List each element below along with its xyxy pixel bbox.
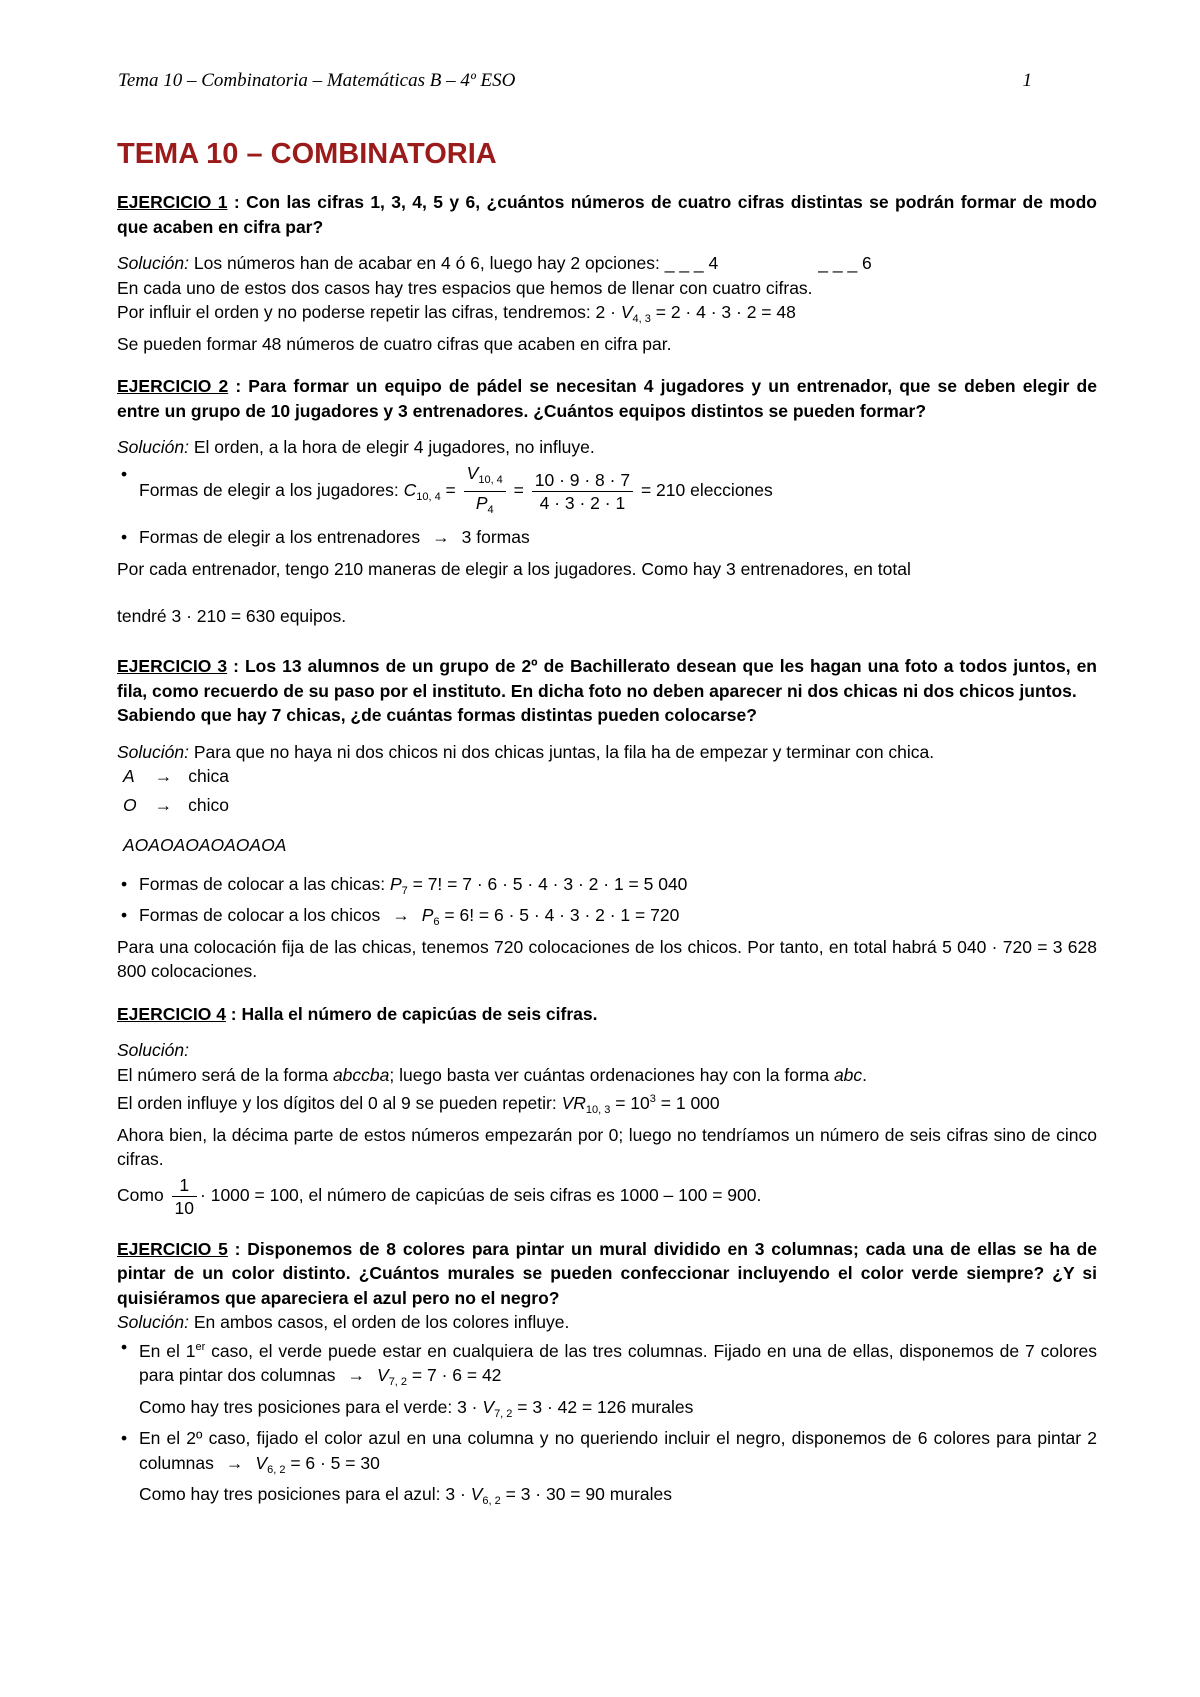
number-form: abccba bbox=[332, 1064, 390, 1085]
fraction-denominator-subscript: 4 bbox=[487, 503, 494, 516]
solution-formula bbox=[117, 1087, 1097, 1123]
solution-text: En cada uno de estos dos casos hay tres espacios que hemos de llenar con cuatro cifras. bbox=[117, 277, 813, 298]
combination-subscript: 10, 4 bbox=[416, 490, 441, 503]
formula-result: = 7 · 6 = 42 bbox=[407, 1365, 502, 1385]
bullet-result: = 6! = 6 · 5 · 4 · 3 · 2 · 1 = 720 bbox=[439, 905, 680, 925]
exercise-1-label: EJERCICIO 1 bbox=[117, 192, 228, 212]
solution-text: Para que no haya ni dos chicos ni dos chicas juntas, la fila ha de empezar y terminar con chica. bbox=[189, 741, 935, 762]
exponent: 3 bbox=[649, 1093, 656, 1105]
solution-text: En ambos casos, el orden de los colores influye. bbox=[189, 1312, 570, 1332]
permutation-symbol: P bbox=[421, 905, 434, 925]
solution-text: ; luego basta ver cuántas ordenaciones hay con la forma bbox=[389, 1064, 834, 1085]
formula-text: = 10 bbox=[610, 1093, 650, 1113]
legend-symbol: A bbox=[123, 766, 135, 786]
bullet-text: En el 2º caso, fijado el color azul en una columna y no queriendo incluir el negro, disponemos de 6 colores para pintar 2 columnas bbox=[139, 1428, 1097, 1473]
header-text: Tema 10 – Combinatoria – Matemáticas B – 4º ESO bbox=[118, 70, 516, 91]
bullet-text: Formas de colocar a los chicos bbox=[139, 905, 381, 925]
legend-girl bbox=[117, 764, 1097, 789]
bullet-case-1 bbox=[117, 1335, 1097, 1395]
exercise-4-solution-label bbox=[117, 1038, 1097, 1063]
bullet-result: = 7! = 7 · 6 · 5 · 4 · 3 · 2 · 1 = 5 040 bbox=[407, 873, 688, 894]
exercise-2-text: : Para formar un equipo de pádel se necesitan 4 jugadores y un entrenador, que se deben elegir de entre un grupo de 10 jugadores y 3 entrenadores. ¿Cuántos equipos distintos se pueden formar? bbox=[117, 376, 1097, 421]
permutation-symbol: P bbox=[389, 873, 402, 894]
legend-boy bbox=[117, 793, 1097, 818]
fraction-numeric bbox=[532, 469, 633, 514]
exercise-5-solution-line bbox=[117, 1310, 1097, 1335]
exercise-1 bbox=[117, 190, 1097, 356]
arrow-icon: → bbox=[225, 1452, 244, 1473]
bullet-boys bbox=[117, 903, 1097, 935]
fraction-numerator-symbol: V bbox=[466, 462, 479, 483]
fraction-one-tenth bbox=[172, 1174, 197, 1219]
exercise-2-question bbox=[117, 374, 1097, 423]
legend-symbol: O bbox=[123, 794, 137, 815]
exercise-4-question bbox=[117, 1002, 1097, 1027]
bullet-players: • Formas de elegir a los jugadores: $C_{10, 4}$ = $\frac{V_{10, 4}}{P_4}$ = $\frac{10 \cdot 9 \cdot 8 \cdot 7}{4 \cdot 3 \cdot 2 \cdot 1}$ = 210 elecciones bbox=[117, 462, 1097, 521]
solution-paragraph: Por cada entrenador, tengo 210 maneras de elegir a los jugadores. Como hay 3 entrenadores, en total bbox=[117, 559, 911, 579]
solution-paragraph: Ahora bien, la décima parte de estos números empezarán por 0; luego no tendríamos un número de seis cifras sino de cinco cifras. bbox=[117, 1124, 1097, 1169]
fraction-v-over-p bbox=[464, 462, 506, 521]
exercise-4-label: EJERCICIO 4 bbox=[117, 1003, 226, 1024]
solution-conclusion: tendré 3 · 210 = 630 equipos. bbox=[117, 605, 347, 626]
solution-text: Como bbox=[117, 1184, 169, 1205]
bullet-result: = 210 elecciones bbox=[636, 479, 773, 500]
exercise-1-text: : Con las cifras 1, 3, 4, 5 y 6, ¿cuántos números de cuatro cifras distintas se podrán formar de modo que acaben en cifra par? bbox=[117, 192, 1097, 237]
number-form-short: abc bbox=[833, 1064, 863, 1085]
period: . bbox=[862, 1064, 868, 1085]
solution-text: Como hay tres posiciones para el verde: 3 · bbox=[139, 1396, 483, 1417]
exercise-1-solution-line bbox=[117, 251, 1097, 276]
variation-subscript: 4, 3 bbox=[632, 313, 651, 325]
bullet-girls bbox=[117, 872, 1097, 904]
formula-result: = 2 · 4 · 3 · 2 = 48 bbox=[650, 302, 796, 322]
exercise-2-label: EJERCICIO 2 bbox=[117, 376, 229, 396]
arrow-icon: → bbox=[392, 905, 410, 925]
formula-result: = 3 · 42 = 126 murales bbox=[512, 1396, 694, 1417]
fraction-denominator: 10 bbox=[174, 1197, 195, 1218]
bullet-case-2 bbox=[117, 1426, 1097, 1482]
variation-subscript: 7, 2 bbox=[388, 1376, 408, 1388]
case-1-total bbox=[117, 1395, 1097, 1427]
arrow-icon: → bbox=[347, 1365, 365, 1385]
variation-repetition-symbol: VR bbox=[561, 1093, 586, 1113]
solution-label: Solución: bbox=[117, 437, 189, 457]
permutation-subscript: 7 bbox=[401, 884, 408, 897]
ordinal-suffix: er bbox=[195, 1340, 206, 1353]
fraction-numerator: 1 bbox=[172, 1174, 197, 1197]
solution-text: Los números han de acabar en 4 ó 6, luego hay 2 opciones: _ _ _ 4 bbox=[189, 253, 719, 273]
bullet-text: Formas de colocar a las chicas: bbox=[139, 873, 390, 894]
solution-option: _ _ _ 6 bbox=[818, 253, 872, 273]
exercise-4 bbox=[117, 1002, 1097, 1219]
formula-result: = 3 · 30 = 90 murales bbox=[500, 1484, 672, 1504]
exercise-3-solution-line bbox=[117, 740, 1097, 765]
combination-symbol: C bbox=[403, 479, 417, 500]
solution-text: El orden influye y los dígitos del 0 al 9 se pueden repetir: bbox=[117, 1093, 562, 1113]
bullet-coaches bbox=[117, 525, 1097, 550]
bullet-text: caso, el verde puede estar en cualquiera de las tres columnas. Fijado en una de ellas, disponemos de 7 colores para pintar dos columnas bbox=[139, 1340, 1097, 1385]
formula-result: = 1 000 bbox=[655, 1093, 720, 1113]
arrow-icon: → bbox=[432, 526, 450, 547]
bullet-text: Formas de elegir a los entrenadores bbox=[139, 526, 421, 547]
exercise-3-question-2: Sabiendo que hay 7 chicas, ¿de cuántas formas distintas pueden colocarse? bbox=[117, 705, 757, 725]
solution-label: Solución: bbox=[117, 741, 189, 762]
sequence-text: AOAOAOAOAOAOA bbox=[123, 835, 287, 855]
sequence bbox=[117, 833, 1097, 858]
variation-symbol: V bbox=[255, 1452, 268, 1473]
solution-conclusion bbox=[117, 1174, 1097, 1219]
arrow-icon: → bbox=[154, 766, 173, 786]
solution-line bbox=[117, 1063, 1097, 1088]
solution-text: El orden, a la hora de elegir 4 jugadores, no influye. bbox=[189, 437, 595, 457]
document-title: TEMA 10 – COMBINATORIA bbox=[117, 138, 497, 170]
variation-symbol: V bbox=[620, 302, 633, 322]
solution-paragraph: Para una colocación fija de las chicas, tenemos 720 colocaciones de los chicos. Por tanto, en total habrá 5 040 · 720 = 3 628 800 colocaciones. bbox=[117, 936, 1097, 981]
variation-symbol: V bbox=[482, 1396, 495, 1417]
exercise-5-question bbox=[117, 1237, 1097, 1311]
fraction-numerator-subscript: 10, 4 bbox=[478, 473, 503, 486]
solution-label: Solución: bbox=[117, 1040, 189, 1060]
page-number: 1 bbox=[1022, 70, 1032, 91]
document-body bbox=[117, 128, 1097, 1514]
variation-subscript: 6, 2 bbox=[482, 1495, 501, 1507]
case-2-total bbox=[117, 1482, 1097, 1514]
formula-result: = 6 · 5 = 30 bbox=[285, 1452, 380, 1473]
solution-label: Solución: bbox=[117, 253, 189, 273]
exercise-3-question bbox=[117, 654, 1097, 703]
variation-symbol: V bbox=[470, 1484, 483, 1504]
fraction-denominator: 4 · 3 · 2 · 1 bbox=[539, 492, 626, 513]
arrow-icon: → bbox=[154, 794, 173, 815]
formula-text: Por influir el orden y no poderse repetir las cifras, tendremos: 2 · bbox=[117, 302, 621, 322]
solution-label: Solución: bbox=[117, 1312, 189, 1332]
solution-conclusion: Se pueden formar 48 números de cuatro cifras que acaben en cifra par. bbox=[117, 333, 672, 354]
variation-subscript: 10, 3 bbox=[585, 1104, 611, 1116]
exercise-2-solution-line bbox=[117, 435, 1097, 460]
exercise-5 bbox=[117, 1237, 1097, 1514]
bullet-result: 3 formas bbox=[461, 526, 530, 547]
exercise-3-text: : Los 13 alumnos de un grupo de 2º de Bachillerato desean que les hagan una foto a todos juntos, en fila, como recuerdo de su paso por el instituto. En dicha foto no deben aparecer ni dos chicas ni dos chicos juntos. bbox=[117, 656, 1097, 701]
variation-subscript: 7, 2 bbox=[494, 1407, 513, 1420]
bullet-text: Formas de elegir a los jugadores: bbox=[139, 479, 404, 500]
page-header bbox=[118, 70, 1082, 100]
solution-text: Como hay tres posiciones para el azul: 3 · bbox=[139, 1484, 471, 1504]
variation-symbol: V bbox=[377, 1365, 389, 1385]
legend-text: chico bbox=[188, 794, 229, 815]
solution-formula bbox=[117, 300, 1097, 332]
legend-text: chica bbox=[188, 766, 230, 786]
exercise-5-text: : Disponemos de 8 colores para pintar un mural dividido en 3 columnas; cada una de ellas se ha de pintar de un color distinto. ¿Cuántos murales se pueden confeccionar incluyendo el color verde siempre? ¿Y si quisiéramos que apareciera el azul pero no el negro? bbox=[117, 1238, 1097, 1308]
exercise-1-question bbox=[117, 190, 1097, 239]
exercise-5-label: EJERCICIO 5 bbox=[117, 1238, 228, 1259]
permutation-subscript: 6 bbox=[433, 916, 440, 928]
fraction-numerator: 10 · 9 · 8 · 7 bbox=[532, 469, 633, 492]
fraction-denominator-symbol: P bbox=[475, 492, 488, 513]
exercise-2 bbox=[117, 374, 1097, 628]
exercise-3-label: EJERCICIO 3 bbox=[117, 656, 228, 676]
variation-subscript: 6, 2 bbox=[267, 1463, 286, 1476]
exercise-4-text: : Halla el número de capicúas de seis cifras. bbox=[225, 1003, 598, 1024]
exercise-3 bbox=[117, 654, 1097, 984]
equals-sign: = bbox=[440, 479, 461, 500]
solution-text: El número será de la forma bbox=[117, 1064, 333, 1085]
bullet-text: En el 1 bbox=[139, 1340, 196, 1361]
solution-text: · 1000 = 100, el número de capicúas de seis cifras es 1000 – 100 = 900. bbox=[200, 1184, 762, 1205]
